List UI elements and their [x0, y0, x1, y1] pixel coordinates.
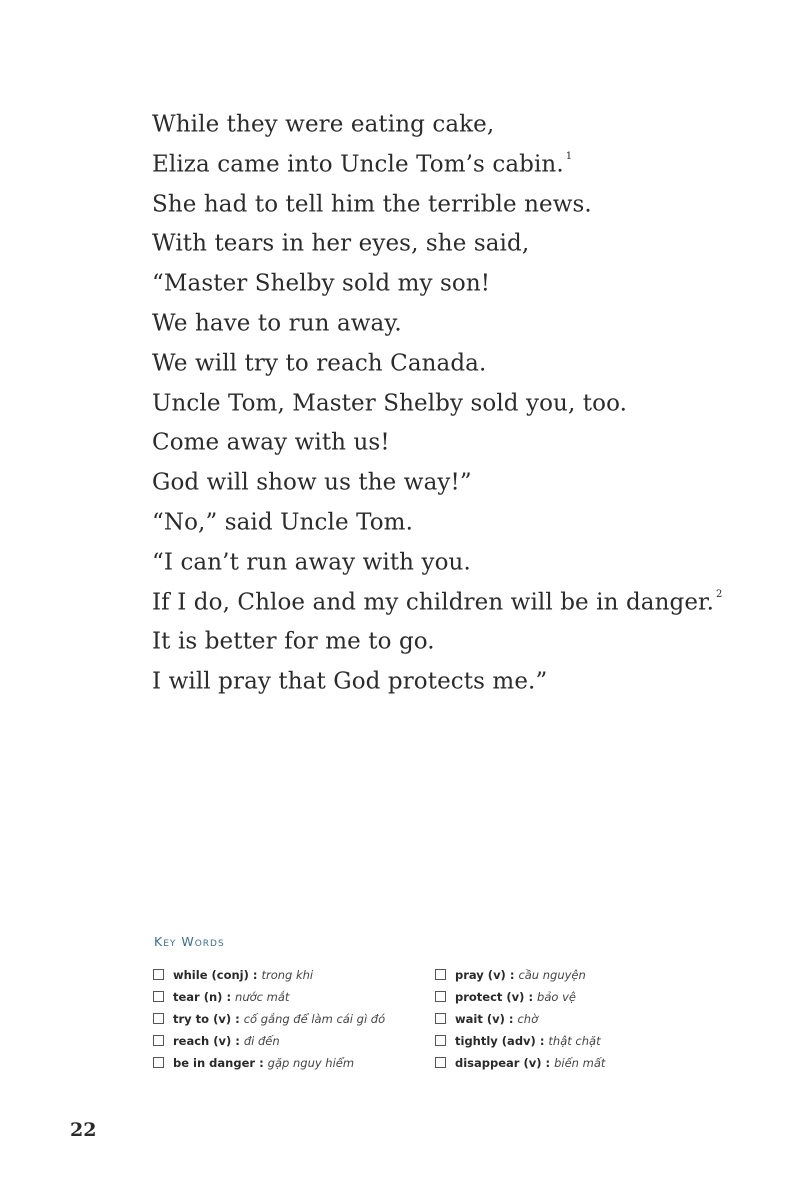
- page-number: 22: [70, 1119, 97, 1141]
- key-word-item: disappear (v) : biến mất: [435, 1052, 715, 1074]
- story-line: While they were eating cake,: [152, 111, 495, 138]
- footnote-marker: 1: [565, 150, 573, 162]
- key-word-item: pray (v) : cầu nguyện: [435, 964, 715, 986]
- key-words-right-column: [435, 964, 715, 1074]
- story-line: We have to run away.: [152, 310, 402, 337]
- key-word-item: wait (v) : chờ: [435, 1008, 715, 1030]
- key-words-heading: Key Words: [154, 934, 225, 949]
- key-word-item: try to (v) : cố gắng để làm cái gì đó: [153, 1008, 433, 1030]
- checkbox[interactable]: [153, 1057, 164, 1068]
- checkbox[interactable]: [153, 969, 164, 980]
- checkbox[interactable]: [435, 1057, 446, 1068]
- key-word-item: protect (v) : bảo vệ: [435, 986, 715, 1008]
- checkbox[interactable]: [435, 1035, 446, 1046]
- key-words-left-column: [153, 964, 433, 1074]
- story-line: It is better for me to go.: [152, 629, 435, 656]
- story-line: Come away with us!: [152, 430, 390, 457]
- story-line: Uncle Tom, Master Shelby sold you, too.: [152, 390, 628, 417]
- footnote-marker: 2: [716, 588, 723, 600]
- story-text: [152, 101, 772, 698]
- checkbox[interactable]: [153, 991, 164, 1002]
- story-line: “Master Shelby sold my son!: [152, 270, 491, 297]
- story-line: “No,” said Uncle Tom.: [152, 509, 413, 536]
- story-line: If I do, Chloe and my children will be in danger. $^2$: [152, 588, 723, 616]
- story-line: Eliza came into Uncle Tom’s cabin. $^1$: [152, 150, 573, 178]
- key-word-item: tear (n) : nước mắt: [153, 986, 433, 1008]
- checkbox[interactable]: [435, 991, 446, 1002]
- key-word-item: tightly (adv) : thật chặt: [435, 1030, 715, 1052]
- checkbox[interactable]: [435, 1013, 446, 1024]
- story-line: With tears in her eyes, she said,: [152, 231, 530, 258]
- key-word-item: reach (v) : đi đến: [153, 1030, 433, 1052]
- checkbox[interactable]: [153, 1035, 164, 1046]
- checkbox[interactable]: [435, 969, 446, 980]
- story-line: We will try to reach Canada.: [152, 350, 487, 377]
- key-word-item: be in danger : gặp nguy hiểm: [153, 1052, 433, 1074]
- key-word-item: while (conj) : trong khi: [153, 964, 433, 986]
- story-line: “I can’t run away with you.: [152, 549, 471, 576]
- story-line: She had to tell him the terrible news.: [152, 191, 592, 218]
- checkbox[interactable]: [153, 1013, 164, 1024]
- story-line: God will show us the way!”: [152, 469, 472, 496]
- story-line: I will pray that God protects me.”: [152, 668, 548, 695]
